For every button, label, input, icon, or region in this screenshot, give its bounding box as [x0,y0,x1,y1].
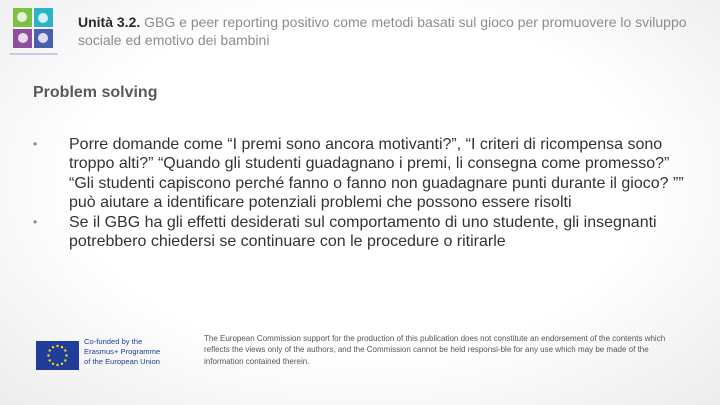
bullet-text: Se il GBG ha gli effetti desiderati sul comportamento di uno studente, gli insegnanti potrebbero chiedersi se continuare con le procedure o ritirarle [69,213,657,251]
eu-line-1: Co-funded by the [84,337,143,346]
unit-label: Unità 3.2. [78,14,141,30]
bullet-item [33,213,693,252]
bullet-list [33,135,693,251]
eu-line-2: Erasmus+ Programme [84,347,161,356]
bullet-marker: • [33,214,38,229]
bullet-text: Porre domande come “I premi sono ancora motivanti?”, “I criteri di ricompensa sono troppo alti?” “Quando gli studenti guadagnano i premi, li consegna come promesso?” “Gli studenti capiscono perché fanno o fanno non guadagnare punti durante il gioco? ”” può aiutare a identificare potenziali problemi che possono essere risolti [69,136,684,212]
bullet-item [33,135,693,213]
eu-flag-icon [36,341,79,370]
eu-line-3: of the European Union [84,357,160,366]
unit-title-text: GBG e peer reporting positivo come metodi basati sul gioco per promuovere lo sviluppo sociale ed emotivo dei bambini [78,14,687,48]
unit-title [78,13,688,49]
erasmus-logo [36,337,176,373]
bullet-marker: • [33,137,38,151]
eu-funding-text [84,337,160,367]
project-logo [12,6,54,56]
section-title: Problem solving [33,84,158,101]
disclaimer-text: The European Commission support for the production of this publication does not constitute an endorsement of the contents which reflects the views only of the authors, and the Commission cannot be held responsi-ble for any use which may be made of the information contained therein. [204,334,666,366]
logo-caption [10,53,58,55]
